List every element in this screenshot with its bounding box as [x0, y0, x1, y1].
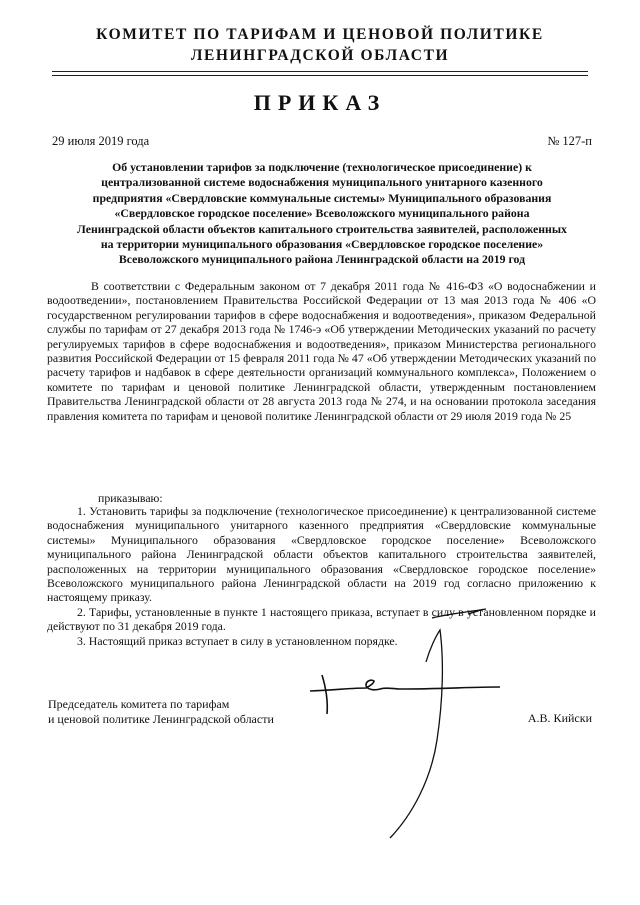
title-line: Об установлении тарифов за подключение (технологическое присоединение) к: [112, 160, 532, 174]
signature-stroke: [322, 675, 327, 714]
issuer-line-1: КОМИТЕТ ПО ТАРИФАМ И ЦЕНОВОЙ ПОЛИТИКЕ: [96, 26, 544, 43]
title-line: централизованной системе водоснабжения муниципального унитарного казенного: [101, 175, 543, 190]
signer-title: [48, 697, 274, 726]
order-word: приказываю:: [98, 491, 163, 505]
document-type: ПРИКАЗ: [253, 90, 387, 115]
title-line: на территории муниципального образования «Свердловское городское поселение»: [100, 237, 544, 252]
order-item: 1. Установить тарифы за подключение (технологическое присоединение) к централизованной системе водоснабжения муниципального унитарного казенного предприятия «Свердловские коммунальные системы» Муниципального образования «Свердловское городское поселение» Всеволожского муниципального района Ленинградской области объектов капитального строительства заявителей, расположенных на территории муниципального образования «Свердловское городское поселение» Всеволожского муниципального района Ленинградской области на 2019 год согласно приложению к настоящему приказу.: [47, 504, 596, 605]
signer-title-line-2: и ценовой политике Ленинградской области: [48, 711, 274, 726]
issuer-line-2: ЛЕНИНГРАДСКОЙ ОБЛАСТИ: [190, 47, 450, 64]
order-date: 29 июля 2019 года: [52, 134, 150, 148]
preamble-paragraph: В соответствии с Федеральным законом от 7 декабря 2011 года № 416-ФЗ «О водоснабжении и водоотведении», постановлением Правительства Российской Федерации от 13 мая 2013 года № 406 «О государственном регулировании тарифов в сфере водоснабжения и водоотведения», приказом Федеральной службы по тарифам от 27 декабря 2013 года № 1746-э «Об утверждении Методических указаний по расчету регулируемых тарифов в сфере водоснабжения и водоотведения», приказом Министерства регионального развития Российской Федерации от 15 февраля 2011 года № 47 «Об утверждении Методических указаний по расчету тарифов и надбавок в сфере деятельности организаций коммунального комплекса», Положением о комитете по тарифам и ценовой политике Ленинградской области, утвержденным постановлением Правительства Ленинградской области от 28 августа 2013 года № 274, и на основании протокола заседания правления комитета по тарифам и ценовой политике Ленинградской области от 29 июля 2019 года № 25: [47, 279, 596, 423]
order-item: 3. Настоящий приказ вступает в силу в установленном порядке.: [77, 633, 398, 648]
signer-name: А.В. Кийски: [527, 711, 592, 725]
signature-stroke: [310, 680, 500, 691]
title-line: Ленинградской области объектов капитального строительства заявителей, расположенных: [77, 221, 567, 236]
order-item: 2. Тарифы, установленные в пункте 1 настоящего приказа, вступает в силу в установленном порядке и действуют по 31 декабря 2019 года.: [47, 604, 596, 634]
header-rule-bottom: [52, 75, 588, 76]
title-line: предприятия «Свердловские коммунальные системы» Муниципального образования: [92, 190, 552, 205]
order-title: [72, 160, 572, 268]
signer-title-line-1: Председатель комитета по тарифам: [48, 697, 230, 711]
title-line: «Свердловское городское поселение» Всеволожского муниципального района: [114, 206, 530, 221]
issuer-header: [40, 24, 600, 66]
signature-stroke: [432, 609, 486, 618]
title-line: Всеволожского муниципального района Ленинградской области на 2019 год: [118, 252, 526, 267]
handwritten-signature: [300, 590, 540, 850]
signature-stroke: [390, 630, 442, 838]
order-number: № 127-п: [547, 134, 592, 148]
header-rule-top: [52, 71, 588, 72]
